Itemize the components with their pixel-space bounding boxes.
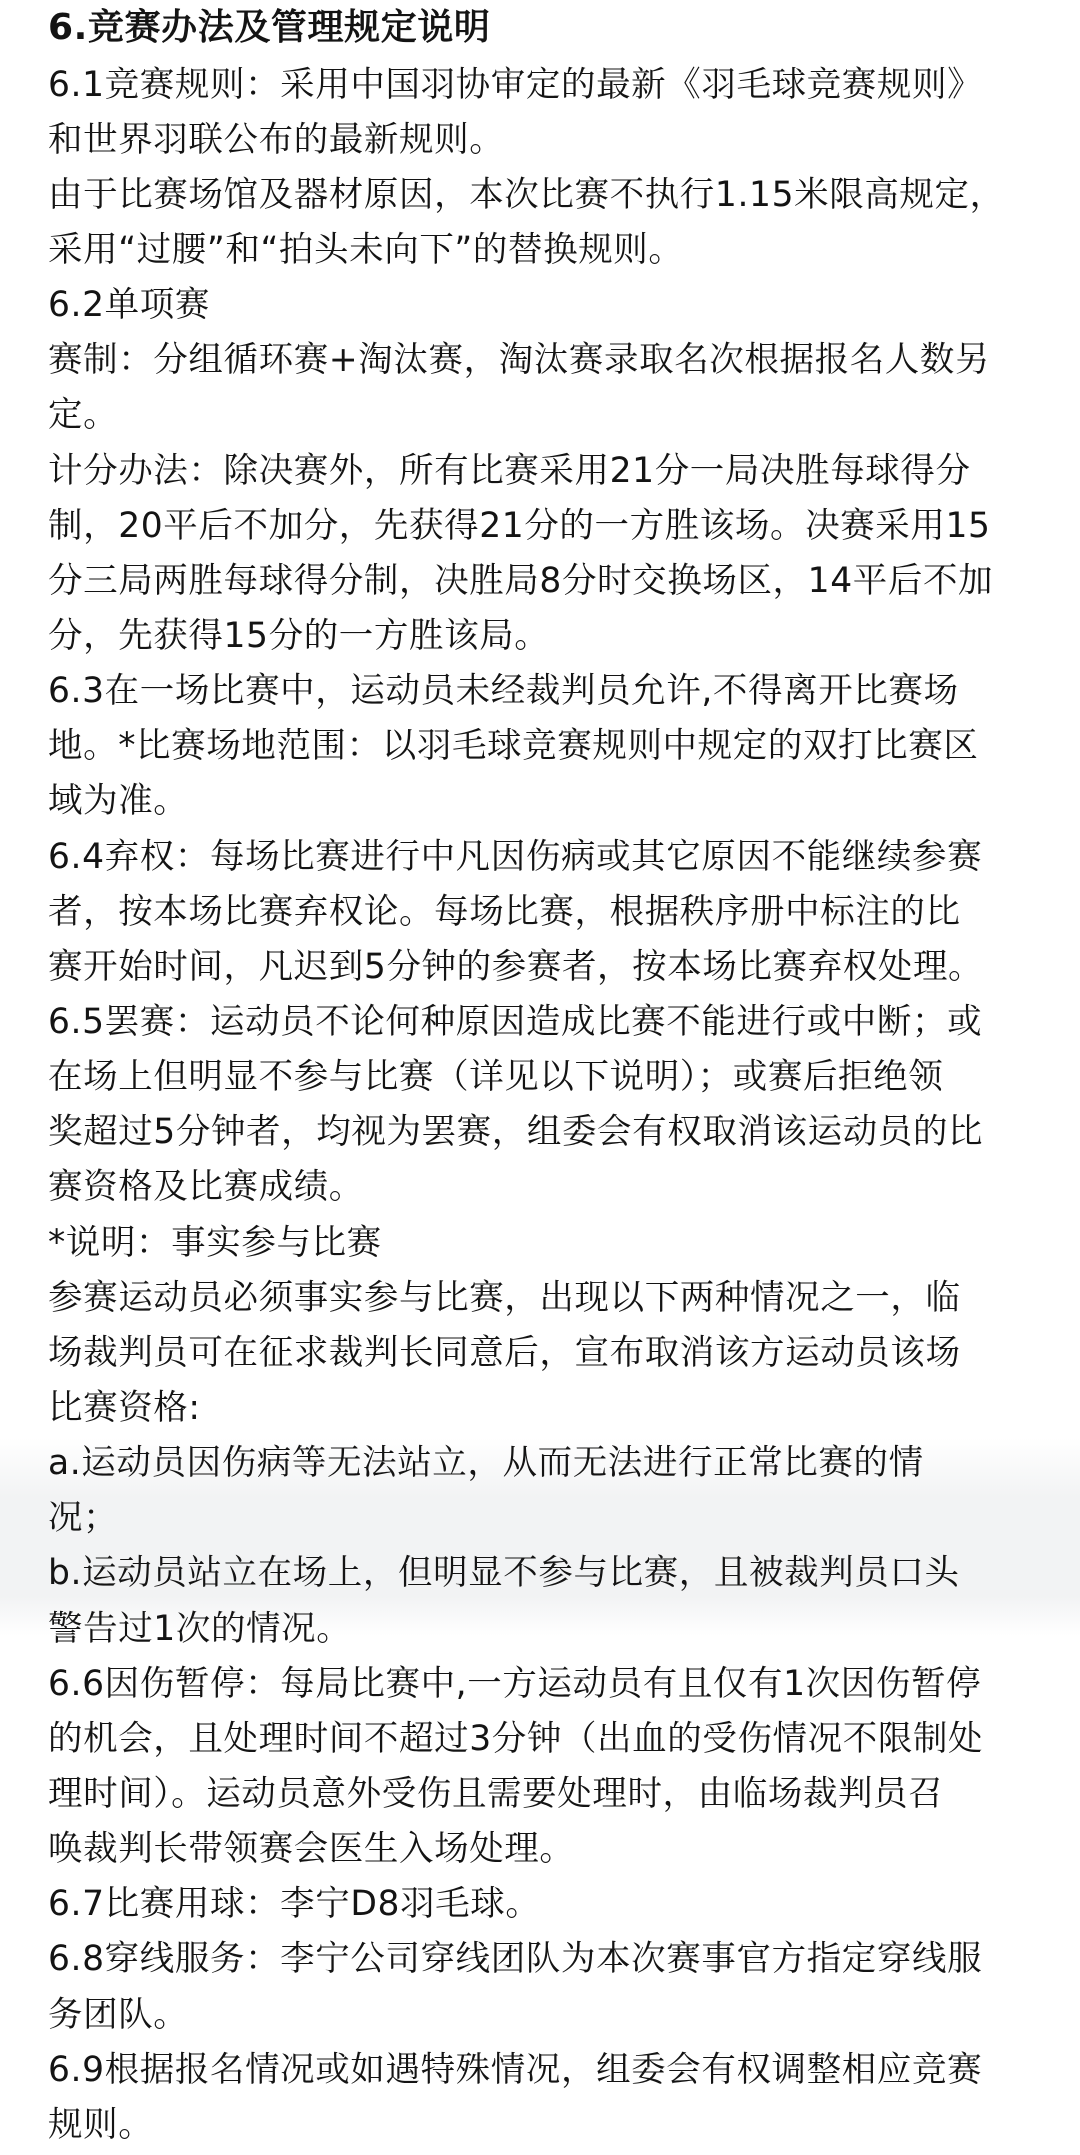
- text-line: 规则。: [48, 2105, 154, 2145]
- text-line: 赛开始时间，凡迟到5分钟的参赛者，按本场比赛弃权处理。: [48, 947, 984, 987]
- text-line: 的机会，且处理时间不超过3分钟（出血的受伤情况不限制处: [48, 1719, 984, 1759]
- text-line: a.运动员因伤病等无法站立，从而无法进行正常比赛的情: [48, 1443, 924, 1483]
- text-line: 唤裁判长带领赛会医生入场处理。: [48, 1829, 575, 1869]
- text-line: 6.3在一场比赛中，运动员未经裁判员允许,不得离开比赛场: [48, 671, 959, 711]
- text-line: 参赛运动员必须事实参与比赛，出现以下两种情况之一，临: [48, 1278, 961, 1318]
- text-line: 6.8穿线服务：李宁公司穿线团队为本次赛事官方指定穿线服: [48, 1939, 983, 1979]
- text-line: 计分办法：除决赛外，所有比赛采用21分一局决胜每球得分: [48, 451, 971, 491]
- text-line: 赛制：分组循环赛+淘汰赛，淘汰赛录取名次根据报名人数另: [48, 340, 991, 380]
- section-heading: 6.竞赛办法及管理规定说明: [48, 7, 491, 48]
- text-line: 场裁判员可在征求裁判长同意后，宣布取消该方运动员该场: [48, 1333, 961, 1373]
- text-line: 奖超过5分钟者，均视为罢赛，组委会有权取消该运动员的比: [48, 1112, 984, 1152]
- text-line: 分三局两胜每球得分制，决胜局8分时交换场区，14平后不加: [48, 561, 994, 601]
- text-line: 务团队。: [48, 1995, 189, 2035]
- text-line: 6.9根据报名情况或如遇特殊情况，组委会有权调整相应竞赛: [48, 2050, 983, 2090]
- text-line: 和世界羽联公布的最新规则。: [48, 120, 505, 160]
- text-line: 分，先获得15分的一方胜该局。: [48, 616, 550, 656]
- text-line: 地。*比赛场地范围：以羽毛球竞赛规则中规定的双打比赛区: [48, 726, 979, 766]
- text-line: 6.5罢赛：运动员不论何种原因造成比赛不能进行或中断；或: [48, 1002, 983, 1042]
- text-line: 警告过1次的情况。: [48, 1609, 352, 1649]
- text-line: *说明：事实参与比赛: [48, 1223, 382, 1263]
- text-line: 定。: [48, 395, 119, 435]
- text-line: b.运动员站立在场上，但明显不参与比赛，且被裁判员口头: [48, 1553, 960, 1593]
- text-line: 在场上但明显不参与比赛（详见以下说明）；或赛后拒绝领: [48, 1057, 944, 1097]
- text-line: 采用“过腰”和“拍头未向下”的替换规则。: [48, 230, 684, 270]
- text-line: 由于比赛场馆及器材原因，本次比赛不执行1.15米限高规定，: [48, 175, 1005, 215]
- text-line: 比赛资格:: [48, 1388, 201, 1428]
- text-line: 域为准。: [48, 781, 189, 821]
- text-line: 6.6因伤暂停：每局比赛中,一方运动员有且仅有1次因伤暂停: [48, 1664, 982, 1704]
- text-line: 6.4弃权：每场比赛进行中凡因伤病或其它原因不能继续参赛: [48, 837, 983, 877]
- text-line: 者，按本场比赛弃权论。每场比赛，根据秩序册中标注的比: [48, 892, 961, 932]
- text-line: 6.1竞赛规则：采用中国羽协审定的最新《羽毛球竞赛规则》: [48, 65, 983, 105]
- text-line: 6.7比赛用球：李宁D8羽毛球。: [48, 1884, 541, 1924]
- text-line: 6.2单项赛: [48, 285, 210, 325]
- text-line: 制，20平后不加分，先获得21分的一方胜该场。决赛采用15: [48, 506, 991, 546]
- text-line: 理时间）。运动员意外受伤且需要处理时，由临场裁判员召: [48, 1774, 944, 1814]
- text-line: 赛资格及比赛成绩。: [48, 1167, 364, 1207]
- text-line: 况；: [48, 1498, 119, 1538]
